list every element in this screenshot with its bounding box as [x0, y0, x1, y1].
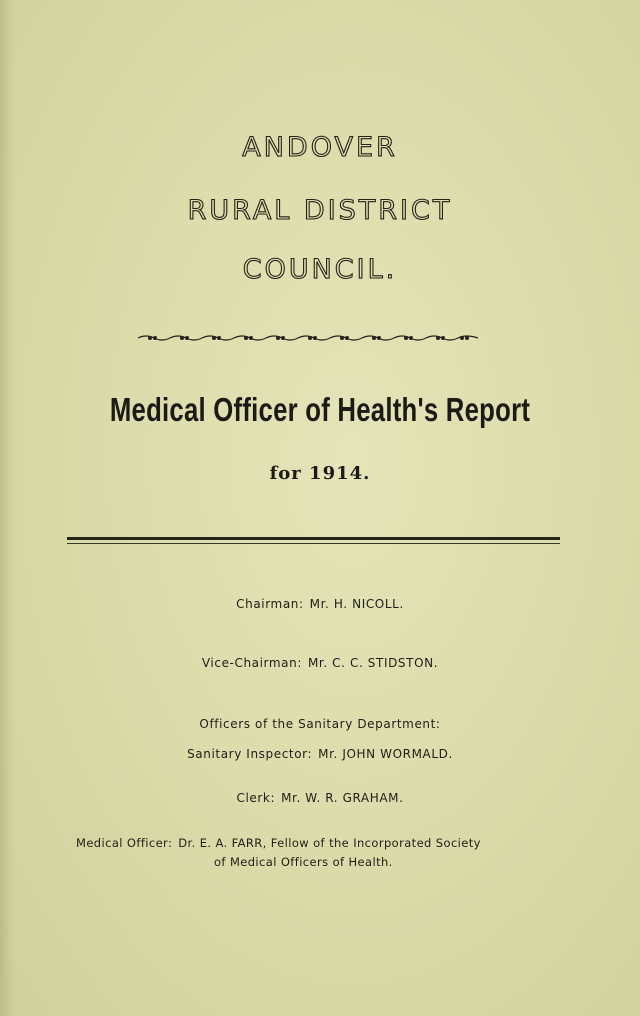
report-title: Medical Officer of Health's Report	[109, 391, 531, 428]
medical-officer-label: Medical Officer:	[76, 836, 173, 850]
sanitary-inspector-label: Sanitary Inspector:	[187, 747, 313, 761]
chairman-name: Mr. H. NICOLL.	[309, 597, 404, 611]
chairman-line	[0, 596, 640, 612]
medical-officer-block	[76, 834, 566, 872]
sanitary-department-heading: Officers of the Sanitary Department:	[199, 717, 441, 731]
rule-thick	[67, 537, 560, 540]
clerk-name: Mr. W. R. GRAHAM.	[281, 791, 404, 805]
medical-officer-name-line1: Dr. E. A. FARR, Fellow of the Incorporated Society	[178, 836, 481, 850]
vice-chairman-name: Mr. C. C. STIDSTON.	[307, 656, 439, 670]
heading-line-rural-district: RURAL DISTRICT	[187, 195, 453, 226]
medical-officer-name-line2: of Medical Officers of Health.	[214, 855, 393, 869]
rule-thin	[67, 543, 560, 544]
heading-line-council: COUNCIL.	[242, 254, 398, 285]
sanitary-inspector-name: Mr. JOHN WORMALD.	[318, 747, 453, 761]
chairman-label: Chairman:	[236, 597, 304, 611]
vice-chairman-line	[0, 655, 640, 671]
report-year: for 1914.	[269, 463, 371, 484]
clerk-label: Clerk:	[236, 791, 276, 805]
vice-chairman-label: Vice-Chairman:	[201, 656, 302, 670]
double-rule-divider	[67, 537, 560, 545]
ornamental-divider	[136, 332, 480, 344]
sanitary-inspector-line	[0, 746, 640, 762]
clerk-line	[0, 790, 640, 806]
heading-line-andover: ANDOVER	[242, 132, 398, 163]
medical-officer-row	[76, 834, 566, 853]
